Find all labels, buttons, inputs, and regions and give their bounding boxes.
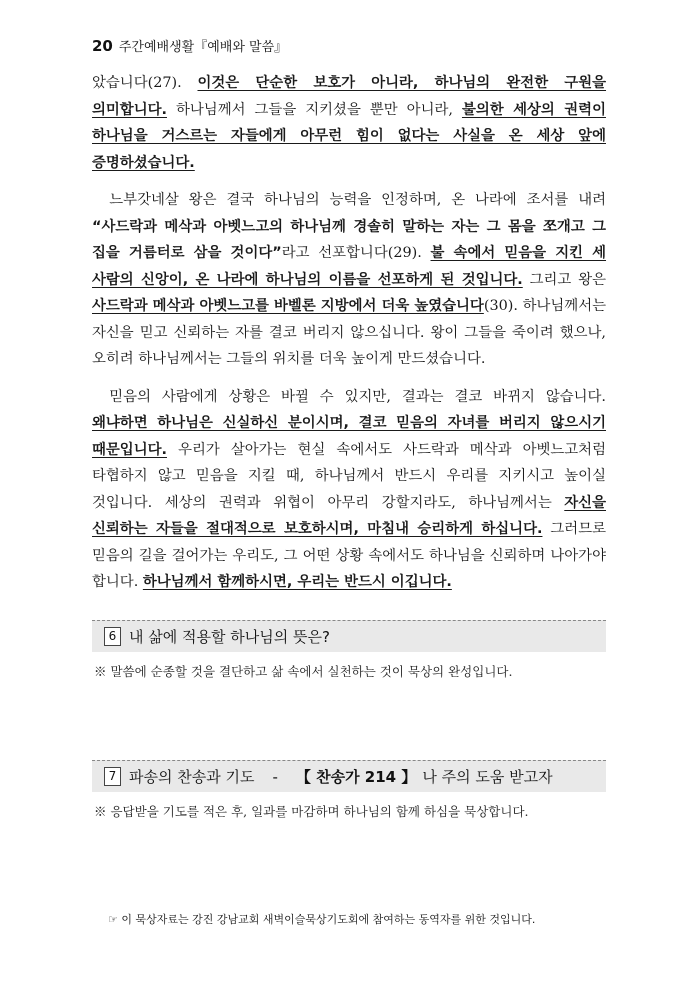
hymn-title: 나 주의 도움 받고자 (422, 768, 553, 786)
section-number-box: 6 (104, 627, 121, 646)
publication-title: 주간예배생활『예배와 말씀』 (118, 40, 288, 55)
quote-text: “사드락과 메삭과 아벳느고의 하나님께 경솔히 말하는 자는 그 몸을 쪼개고 그 집을 거름터로 삼을 것이다” (92, 218, 606, 261)
emphasis-text: 이것은 단순한 보호가 아니라, 하나님의 완전한 구원을 의미합니다. (92, 75, 607, 118)
paragraph (92, 384, 606, 596)
emphasis-text: 불의한 세상의 권력이 하나님을 거스르는 자들에게 아무런 힘이 없다는 사실을 온 세상 앞에 증명하셨습니다. (92, 101, 606, 171)
meditation-body (92, 70, 606, 607)
footer-text: 이 묵상자료는 강진 강남교회 새벽이슬묵상기도회에 참여하는 동역자를 위한 것입니다. (121, 913, 536, 926)
paragraph (92, 187, 606, 373)
emphasis-text: 자신을 신뢰하는 자들을 절대적으로 보호하시며, 마침내 승리하게 하십니다. (92, 494, 606, 537)
page-number: 20 (92, 37, 113, 55)
section-number-box: 7 (104, 767, 121, 786)
emphasis-text: 불 속에서 믿음을 지킨 세 사람의 신앙이, 온 나라에 하나님의 이름을 선포하게 된 것입니다. (92, 245, 607, 288)
body-text: 았습니다(27). (92, 75, 198, 91)
body-text: 느부갓네살 왕은 결국 하나님의 능력을 인정하며, 온 나라에 조서를 내려 (109, 192, 606, 208)
body-text: 하나님께서 그들을 지키셨을 뿐만 아니라, (166, 101, 462, 118)
section-sending-title: 파송의 찬송과 기도 (129, 768, 255, 786)
body-text: (30). 하나님께서는 자신을 믿고 신뢰하는 자를 결코 버리지 않으십니다. 왕이 그들을 죽이려 했으나, 오히려 하나님께서는 그들의 위치를 더욱 높이게 만드셨습니다. (92, 298, 606, 367)
body-text: 라고 선포합니다(29). (281, 245, 431, 261)
emphasis-text: 하나님께서 함께하시면, 우리는 반드시 이깁니다. (142, 574, 452, 590)
pointing-hand-icon: ☞ (108, 913, 118, 926)
paragraph (92, 70, 606, 176)
section-sending-header (92, 760, 606, 792)
section-sending (92, 760, 606, 820)
page-footer (108, 911, 535, 927)
body-text: 믿음의 사람에게 상황은 바뀔 수 있지만, 결과는 결코 바뀌지 않습니다. (109, 388, 606, 405)
section-apply-note: ※ 말씀에 순종할 것을 결단하고 삶 속에서 실천하는 것이 묵상의 완성입니다. (94, 664, 513, 679)
section-sending-note: ※ 응답받을 기도를 적은 후, 일과를 마감하며 하나님의 함께 하심을 묵상합니다. (94, 804, 529, 819)
emphasis-text: 왜냐하면 하나님은 신실하신 분이시며, 결코 믿음의 자녀를 버리지 않으시기 때문입니다. (92, 415, 606, 458)
section-apply (92, 620, 606, 680)
page-header (92, 36, 287, 55)
body-text: 우리가 살아가는 현실 속에서도 사드락과 메삭과 아벳느고처럼 타협하지 않고 믿음을 지킬 때, 하나님께서 반드시 우리를 지키시고 높이실 것입니다. 세상의 권력과 위협이 아무리 강할지라도, 하나님께서는 (92, 441, 606, 511)
body-text: 그러므로 믿음의 길을 걸어가는 우리도, 그 어떤 상황 속에서도 하나님을 신뢰하며 나아가야 합니다. (92, 521, 607, 590)
section-apply-header (92, 620, 606, 652)
section-sending-dash: - (272, 767, 278, 786)
emphasis-text: 사드락과 메삭과 아벳느고를 바벨론 지방에서 더욱 높였습니다 (92, 298, 484, 314)
hymn-number: 【 찬송가 214 】 (295, 768, 417, 786)
body-text: 그리고 왕은 (522, 271, 606, 288)
section-apply-title: 내 삶에 적용할 하나님의 뜻은? (129, 628, 330, 646)
